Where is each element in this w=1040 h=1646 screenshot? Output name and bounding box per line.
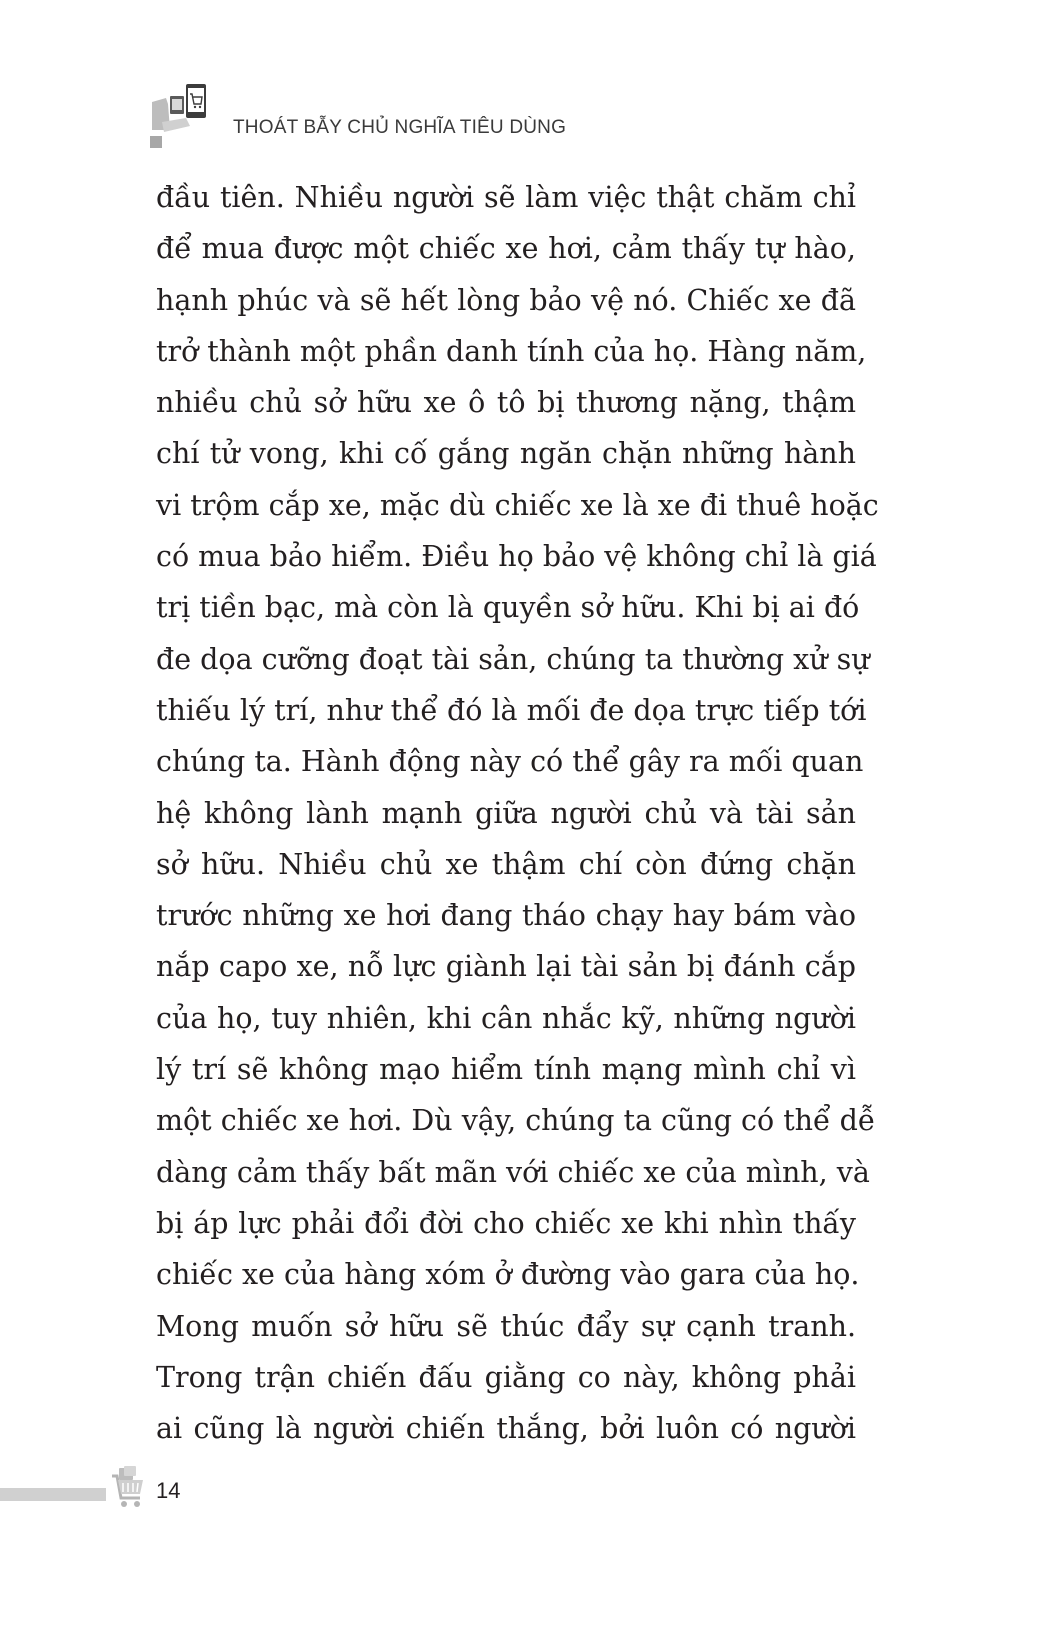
shopping-cart-icon bbox=[110, 1466, 146, 1517]
text-line: dàng cảm thấy bất mãn với chiếc xe của mình, và bbox=[156, 1155, 870, 1189]
text-line: trị tiền bạc, mà còn là quyền sở hữu. Khi bị ai đó bbox=[156, 591, 860, 625]
text-line: của họ, tuy nhiên, khi cân nhắc kỹ, những người bbox=[156, 1001, 856, 1035]
text-line: nhiều chủ sở hữu xe ô tô bị thương nặng, thậm bbox=[156, 386, 856, 420]
text-line: ai cũng là người chiến thắng, bởi luôn có người bbox=[156, 1412, 856, 1446]
text-line: hạnh phúc và sẽ hết lòng bảo vệ nó. Chiếc xe đã bbox=[156, 283, 856, 317]
text-line: Trong trận chiến đấu giằng co này, không phải bbox=[156, 1360, 856, 1394]
text-line: nắp capo xe, nỗ lực giành lại tài sản bị đánh cắp bbox=[156, 950, 856, 984]
text-line: thiếu lý trí, như thể đó là mối đe dọa trực tiếp tới bbox=[156, 693, 867, 727]
page-header bbox=[0, 0, 1040, 160]
text-line: vi trộm cắp xe, mặc dù chiếc xe là xe đi thuê hoặc bbox=[156, 488, 879, 522]
text-line: trở thành một phần danh tính của họ. Hàng năm, bbox=[156, 334, 867, 368]
running-header-title: THOÁT BẪY CHỦ NGHĨA TIÊU DÙNG bbox=[233, 117, 567, 138]
text-line: chúng ta. Hành động này có thể gây ra mối quan bbox=[156, 745, 864, 779]
text-line: trước những xe hơi đang tháo chạy hay bám vào bbox=[156, 899, 856, 933]
text-line: sở hữu. Nhiều chủ xe thậm chí còn đứng chặn bbox=[156, 847, 856, 881]
text-line: bị áp lực phải đổi đời cho chiếc xe khi nhìn thấy bbox=[156, 1206, 856, 1240]
text-line: hệ không lành mạnh giữa người chủ và tài sản bbox=[156, 796, 856, 830]
text-line: một chiếc xe hơi. Dù vậy, chúng ta cũng có thể dễ bbox=[156, 1104, 876, 1138]
text-line: chiếc xe của hàng xóm ở đường vào gara của họ. bbox=[156, 1258, 860, 1292]
text-line: đe dọa cưỡng đoạt tài sản, chúng ta thường xử sự bbox=[156, 642, 870, 676]
text-line: đầu tiên. Nhiều người sẽ làm việc thật chăm chỉ bbox=[156, 181, 856, 214]
text-line: lý trí sẽ không mạo hiểm tính mạng mình chỉ vì bbox=[156, 1053, 856, 1087]
text-line: để mua được một chiếc xe hơi, cảm thấy tự hào, bbox=[156, 232, 856, 266]
text-line: chí tử vong, khi cố gắng ngăn chặn những hành bbox=[156, 437, 856, 471]
text-line: Mong muốn sở hữu sẽ thúc đẩy sự cạnh tranh. bbox=[156, 1309, 856, 1343]
body-paragraph bbox=[156, 172, 879, 1454]
page-number: 14 bbox=[156, 1478, 181, 1503]
text-line: có mua bảo hiểm. Điều họ bảo vệ không chỉ là giá bbox=[156, 540, 877, 574]
footer-bar bbox=[0, 1488, 106, 1501]
hand-phone-shopping-icon bbox=[150, 82, 212, 153]
